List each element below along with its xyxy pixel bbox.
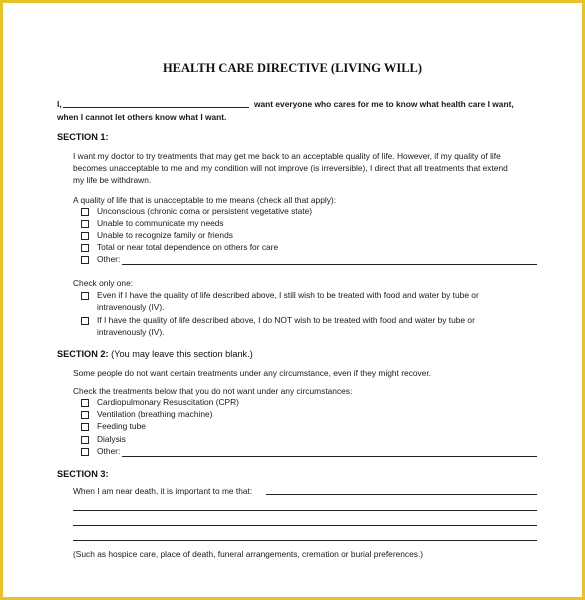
section1-para-line: I want my doctor to try treatments that may get me back to an acceptable quality of life. However, if my quality of life xyxy=(73,151,501,161)
checkbox-total-dependence[interactable] xyxy=(81,244,89,252)
treatment-label: Cardiopulmonary Resuscitation (CPR) xyxy=(97,397,239,407)
section2-heading-row xyxy=(57,349,253,359)
checkbox-unable-communicate[interactable] xyxy=(81,220,89,228)
checkbox-ventilation[interactable] xyxy=(81,411,89,419)
wishes-field-line[interactable] xyxy=(73,525,537,526)
wishes-field-line[interactable] xyxy=(266,494,537,495)
checkbox-cpr[interactable] xyxy=(81,399,89,407)
document-page xyxy=(3,3,582,597)
treatment-label: Ventilation (breathing machine) xyxy=(97,409,213,419)
treatment-label: Feeding tube xyxy=(97,421,146,431)
option-label: Unable to communicate my needs xyxy=(97,218,224,228)
checkbox-unconscious[interactable] xyxy=(81,208,89,216)
section2-list-label: Check the treatments below that you do not want under any circumstances: xyxy=(73,386,353,396)
choice-text: Even if I have the quality of life described above, I still wish to be treated with food and water by tube or xyxy=(97,290,479,300)
checkbox-unable-recognize[interactable] xyxy=(81,232,89,240)
option-label: Unconscious (chronic coma or persistent vegetative state) xyxy=(97,206,313,216)
option-label: Unable to recognize family or friends xyxy=(97,230,233,240)
section1-list-label: A quality of life that is unacceptable to me means (check all that apply): xyxy=(73,195,337,205)
radio-do-not-treat[interactable] xyxy=(81,317,89,325)
section1-heading: SECTION 1: xyxy=(57,132,109,142)
section2-para: Some people do not want certain treatments under any circumstance, even if they might recover. xyxy=(73,368,431,378)
wishes-field-line[interactable] xyxy=(73,510,537,511)
section2-heading: SECTION 2: xyxy=(57,349,109,359)
page-title: HEALTH CARE DIRECTIVE (LIVING WILL) xyxy=(162,61,423,75)
checkbox-dialysis[interactable] xyxy=(81,436,89,444)
intro-suffix: want everyone who cares for me to know what health care I want, xyxy=(254,99,514,109)
treatment-label: Other: xyxy=(97,446,121,456)
other-field[interactable] xyxy=(122,264,537,265)
check-only-one-label: Check only one: xyxy=(73,278,134,288)
other-treatment-field[interactable] xyxy=(122,456,537,457)
checkbox-other-treatment[interactable] xyxy=(81,448,89,456)
choice-text: intravenously (IV). xyxy=(97,327,165,337)
treatment-label: Dialysis xyxy=(97,434,126,444)
wishes-field-line[interactable] xyxy=(73,540,537,541)
section3-footnote: (Such as hospice care, place of death, funeral arrangements, cremation or burial preferences.) xyxy=(73,549,424,559)
option-label: Other: xyxy=(97,254,121,264)
choice-text: If I have the quality of life described above, I do NOT wish to be treated with food and water by tube or xyxy=(97,315,475,325)
radio-treat-with-food-water[interactable] xyxy=(81,292,89,300)
choice-text: intravenously (IV). xyxy=(97,302,165,312)
section3-heading: SECTION 3: xyxy=(57,469,109,479)
checkbox-other[interactable] xyxy=(81,256,89,264)
section3-prompt: When I am near death, it is important to me that: xyxy=(73,486,253,496)
checkbox-feeding-tube[interactable] xyxy=(81,423,89,431)
option-label: Total or near total dependence on others for care xyxy=(97,242,279,252)
intro-line2: when I cannot let others know what I want. xyxy=(57,112,227,122)
name-field[interactable] xyxy=(63,107,249,108)
intro-prefix: I, xyxy=(57,99,62,109)
section1-para-line: becomes unacceptable to me and my condition will not improve (is irreversible), I direct that all treatments that extend xyxy=(73,163,508,173)
section2-note: (You may leave this section blank.) xyxy=(111,349,253,359)
section1-para-line: my life be withdrawn. xyxy=(73,175,152,185)
